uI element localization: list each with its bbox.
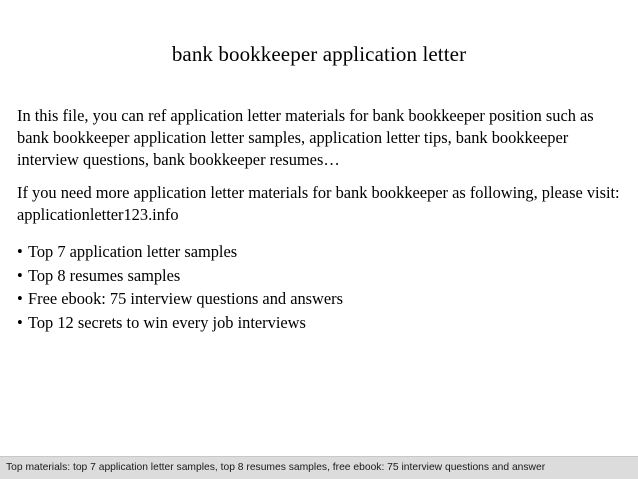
footer-bar: [0, 456, 638, 479]
slide-title: bank bookkeeper application letter: [171, 42, 467, 66]
bullet-text: Top 7 application letter samples: [28, 242, 238, 261]
bullet-text: Top 8 resumes samples: [28, 265, 181, 285]
bullet-item: [17, 264, 627, 288]
bullet-text: Top 12 secrets to win every job interviews: [28, 312, 306, 332]
footer-text: Top materials: top 7 application letter samples, top 8 resumes samples, free ebook: 75 interview questions and answer: [6, 462, 546, 473]
bullet-icon: •: [17, 242, 23, 261]
more-info-paragraph: If you need more application letter materials for bank bookkeeper as following, please visit: applicationletter123.info: [17, 183, 620, 224]
materials-bullet-list: [17, 240, 627, 334]
intro-paragraph: In this file, you can ref application letter materials for bank bookkeeper position such as bank bookkeeper application letter samples, application letter tips, bank bookkeeper interview questions, bank bookkeeper resumes…: [17, 106, 594, 169]
bullet-item: [17, 287, 627, 311]
bullet-icon: •: [17, 289, 23, 308]
bullet-icon: •: [17, 265, 23, 285]
bullet-item: [17, 240, 627, 264]
bullet-item: [17, 311, 627, 335]
bullet-text: Free ebook: 75 interview questions and answers: [28, 289, 343, 308]
bullet-icon: •: [17, 312, 23, 332]
